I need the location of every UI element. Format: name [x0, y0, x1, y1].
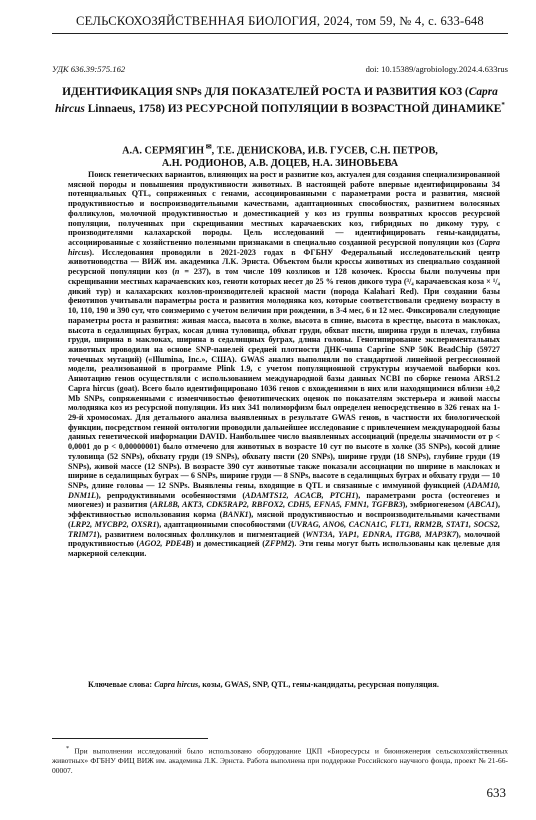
title-part-1: ИДЕНТИФИКАЦИЯ SNPs ДЛЯ ПОКАЗАТЕЛЕЙ РОСТА И РАЗВИТИЯ КОЗ (: [62, 86, 469, 98]
journal-running-header: СЕЛЬСКОХОЗЯЙСТВЕННАЯ БИОЛОГИЯ, 2024, том 59, № 4, с. 633-648: [52, 14, 508, 34]
page-number: 633: [486, 785, 506, 800]
abstract-text-3: = 237), в том числе 109 козликов и 128 козочек. Кроссы были получены при скрещивании местных карачаевских коз, геноти которых несет до 25 % генов дикого тура (³/₄ карачаевская коза × ¹/₄ дикий тур) и калахарских козлов-производителей красной масти (порода Kalahari Red). При создании базы фенотипов учитывали параметры роста и развития молодняка коз, которые соответствовали среднему возрасту в 10, 110, 190 и 390 сут, что соизмеримо с учетом величин при рождении, в 3-4 мес, 6 и 12 мес. Фиксировали следующие параметры роста и развития: живая масса, высота в холке, высота в спине, высота в крестце, высота в маклоках, высота в седалищных буграх, косая длина туловища, обхват груди, обхват пясти, ширина груди в плечах, глубина груди, ширина в маклоках, ширина в седалищных буграх, длина головы. Генотипирование экспериментальных животных проводили на основе SNP-панелей средней плотности ДНК-чипа Caprine SNP 50K BeadChip (59727 точечных мутаций) («Illumina, Inc.», США). GWAS анализ выполняли по стандартной линейной регрессионной модели, реализованной в программе Plink 1.9, с учетом популяционной структуры изучаемой выборки коз. Аннотацию генов осуществляли с использованием международной базы данных NCBI по сборке генома ARS1.2 Capra hircus (goat). Всего было идентифицировано 1036 генов с вхождениями в них или находящимися вблизи ±0,2 Mb SNPs, сопряженными с изменчивостью фенотипических оценок по показателям экстерьера и живой массы молодняка коз из ресурсной популяции. Из них 341 полиморфизм был определен непосредственно в 326 генах на 1-29-й хромосомах. Для детального анализа выявленных в результате GWAS генов, в частности их биологической функции, посредством генной онтологии проводили дальнейшее исследование с привлечением международной базы данных генетической информации DAVID. Наибольшее число выявленных ассоциаций (пределы значимости от p < 0,0001 до p < 0,00000001) было отмечено для животных в возрасте 10 сут по высоте в холке (35 SNPs), косой длине туловища (52 SNPs), обхвату груди (19 SNPs), обхвату пясти (20 SNPs), ширине груди (18 SNPs), глубине груди (19 SNPs), живой массе (12 SNPs). В возрасте 390 сут животные также показали ассоциации по ширине в маклоках и ширине в седалищных буграх — 6 SNPs, ширине груди — 8 SNPs, высоте в седалищных буграх и обхвату груди — 10 SNPs, длине головы — 12 SNPs. Выявлены гены, входящие в QTL и связанные с иммунной функцией (: [68, 267, 500, 490]
gene-list-feed: BANK1: [222, 510, 249, 520]
author-line-2: А.Н. РОДИОНОВ, А.В. ДОЦЕВ, Н.А. ЗИНОВЬЕВА: [161, 157, 399, 169]
gene-list-follicles: WNT3A, YAP1, EDNRA, ITGB8, MAP3K7: [305, 529, 457, 539]
co-authors-1: , Т.Е. ДЕНИСКОВА, И.В. ГУСЕВ, С.Н. ПЕТРОВ,: [211, 145, 438, 157]
gene-list-meat: LRP2, MYCBP2, OXSR1: [70, 519, 157, 529]
corresponding-author: А.А. СЕРМЯГИН: [122, 145, 204, 157]
abstract-text-4: ), репродуктивными особенностями (: [96, 490, 246, 500]
keywords-rest: , козы, GWAS, SNP, QTL, гены-кандидаты, ресурсная популяция.: [198, 680, 439, 689]
abstract-text-7: ), эффективностью использования корма (: [68, 500, 500, 520]
author-list: [52, 141, 508, 170]
mail-icon[interactable]: ✉: [204, 143, 212, 151]
keywords: [68, 680, 500, 690]
abstract-text-1: Поиск генетических вариантов, влияющих на рост и развитие коз, актуален для создания специализированной мясной породы и повышения продуктивности животных. В настоящей работе впервые идентифицированы 34 потенциальных QTL, сопряженных с генами, ассоциированными с параметрами роста и развития, мясной продуктивностью и воспроизводительными качествами, адаптационных способностях, развитием волосяных фолликулов, молочной продуктивностью и доместикацией у коз из группы возвратных кроссов ресурсной популяции, полученных при скрещивании местных карачаевских коз, гибридных по дикому туру, с производителями калахарской породы. Цель исследований — идентифицировать гены-кандидаты, ассоциированные с хозяйственно полезными признаками в специально созданной ресурсной популяции коз (: [68, 170, 500, 248]
abstract-text-2: ). Исследования проводили в 2021-2023 годах в ФГБНУ Федеральный исследовательский центр животноводства — ВИЖ им. академика Л.К. Эрнста. Объектом были кроссы животных из специально созданной ресурсной популяции коз (: [68, 247, 500, 277]
article-meta: [52, 64, 508, 74]
abstract-text-5: ), параметрами роста (остеогенез и миогенез) и развития (: [68, 490, 500, 510]
abstract-text-10: ), развитием волосяных фолликулов и пигментацией (: [96, 529, 306, 539]
title-part-2: Linnaeus, 1758) ИЗ РЕСУРСНОЙ ПОПУЛЯЦИИ В ВОЗРАСТНОЙ ДИНАМИКЕ: [84, 103, 502, 116]
abstract-text-13: ). Эти гены могут быть использованы как целевые для маркерной селекции.: [68, 539, 500, 559]
abstract-text-8: ), мясной продуктивностью и воспроизводительными качествами (: [68, 510, 500, 529]
article-title: [52, 86, 508, 117]
gene-list-milk: AGO2, PDE4B: [139, 539, 191, 549]
footnote-text: При выполнении исследований было использовано оборудование ЦКП «Биоресурсы и биоинженерия сельскохозяйственных животных» ФГБНУ ФИЦ ВИЖ им. академика Л.К. Эрнста. Работа выполнена при поддержке Российского научного фонда, проект № 21-66-00007.: [52, 746, 508, 775]
gene-list-growth: ARL8B, AKT3, CDK5RAP2, RBFOX2, CDH5, EFNA5, FMN1, TGFBR3: [152, 500, 403, 510]
gene-list-domestication: ZFPM2: [265, 539, 292, 549]
abstract-text-6: ), эмбриогенезом (: [402, 500, 470, 510]
abstract: [68, 170, 500, 559]
footnote: [52, 744, 508, 775]
udc-code: УДК 636.39:575.162: [52, 64, 126, 74]
abstract-species: Capra hircus: [68, 238, 500, 257]
doi-link[interactable]: doi: 10.15389/agrobiology.2024.4.633rus: [365, 64, 508, 74]
title-footnote-mark[interactable]: *: [501, 101, 505, 110]
footnote-mark: *: [66, 745, 70, 752]
gene-list-embryo: ABCA1: [469, 500, 496, 510]
keywords-label: Ключевые слова:: [88, 680, 155, 689]
gene-list-immune: ADAM10, DNM1L: [68, 481, 500, 500]
gene-list-reproductive: ADAMTS12, ACACB, PTCH1: [245, 490, 356, 500]
footnote-divider: [52, 738, 208, 739]
abstract-text-9: ), адаптационными способностями (: [156, 519, 291, 529]
abstract-n: n: [174, 267, 180, 277]
gene-list-adaptation: UVRAG, ANO6, CACNA1C, FLT1, RRM2B, STAT1, SOCS2, TRIM71: [68, 519, 500, 539]
author-line-1: [52, 141, 508, 158]
abstract-text-11: ), молочной продуктивностью (: [68, 529, 501, 549]
abstract-text-12: ) и доместикацией (: [190, 539, 266, 549]
keywords-species: Capra hircus: [154, 680, 199, 689]
title-species: Capra hircus: [55, 86, 498, 116]
